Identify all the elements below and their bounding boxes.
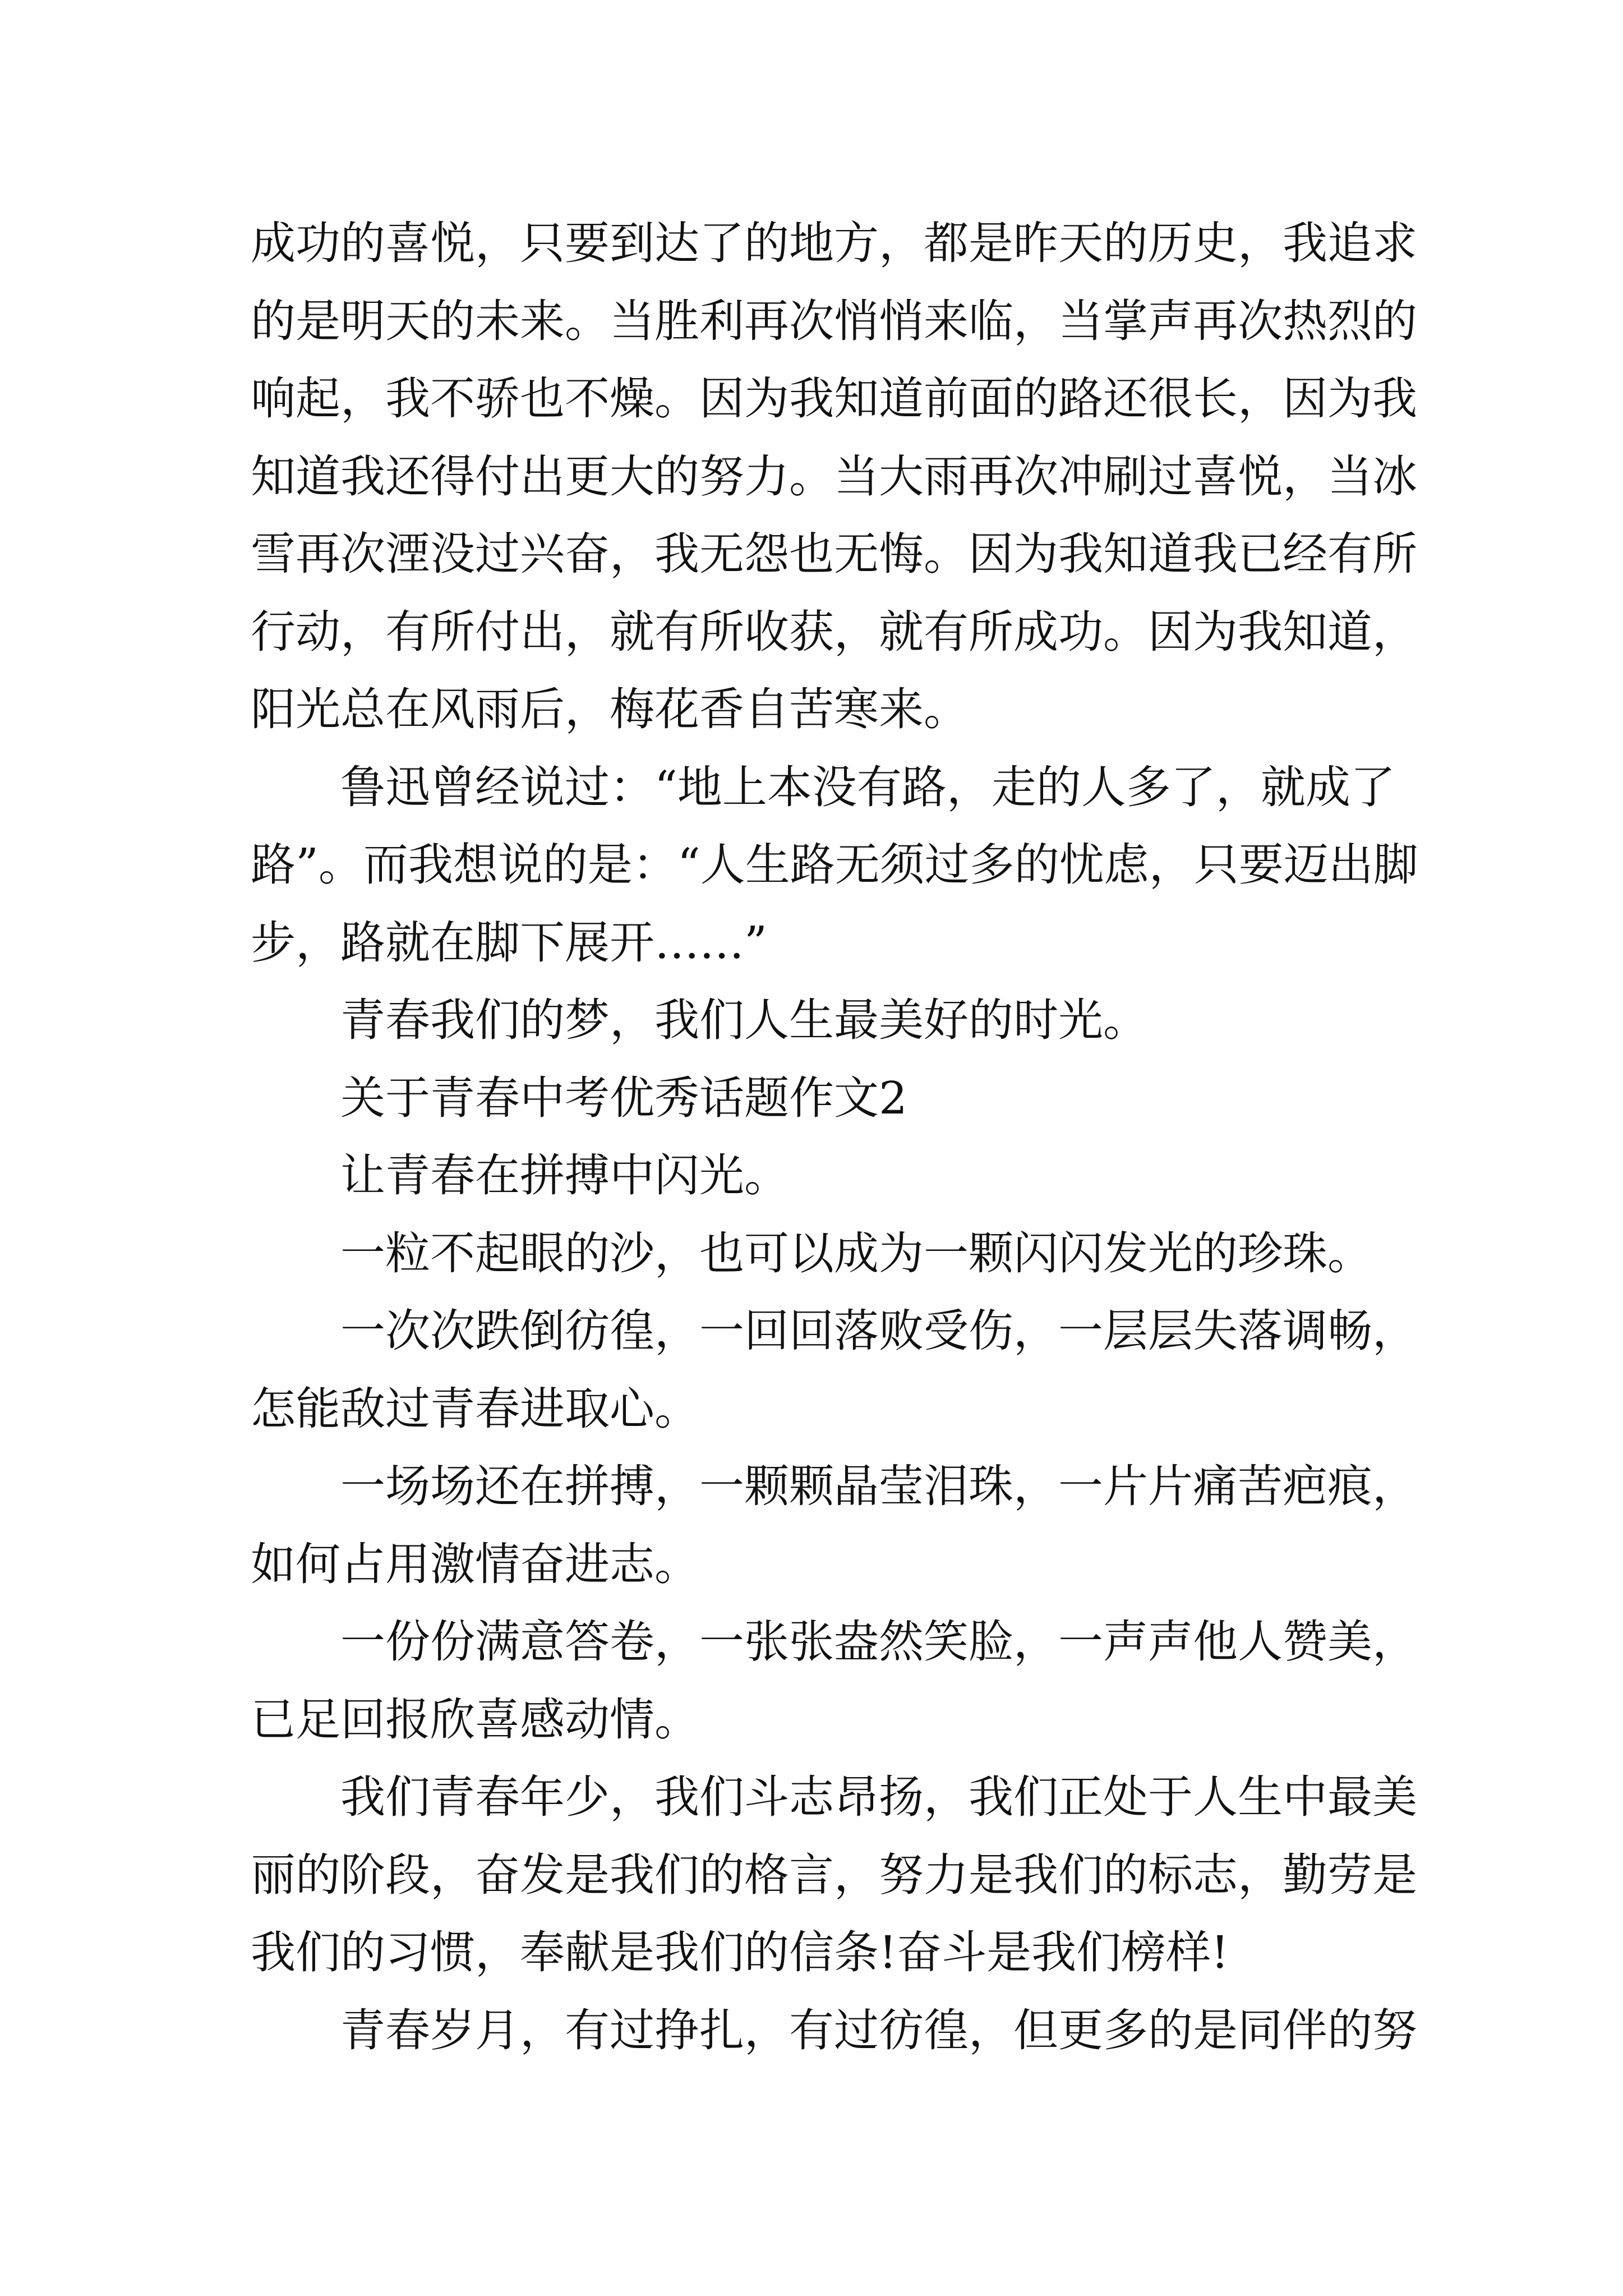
text-line: 的是明天的未来。当胜利再次悄悄来临，当掌声再次热烈的: [251, 295, 1417, 347]
paragraph: [251, 1448, 1428, 1603]
text-line: 关于青春中考优秀话题作文2: [340, 1071, 907, 1124]
paragraph: [251, 982, 1428, 1060]
text-line: 如何占用激情奋进志。: [251, 1538, 699, 1590]
text-line: 怎能敌过青春进取心。: [251, 1382, 699, 1435]
text-line: 一场场还在拼搏，一颗颗晶莹泪珠，一片片痛苦疤痕，: [340, 1460, 1417, 1512]
text-line: 鲁迅曾经说过：“地上本没有路，走的人多了，就成了: [340, 761, 1395, 813]
text-line: 行动，有所付出，就有所收获，就有所成功。因为我知道，: [251, 605, 1417, 658]
paragraph: [251, 1759, 1428, 1992]
essay-title: [251, 1137, 1428, 1215]
text-line: 步，路就在脚下展开……”: [251, 916, 767, 969]
text-line: 青春我们的梦，我们人生最美好的时光。: [340, 994, 1148, 1046]
text-line: 阳光总在风雨后，梅花香自苦寒来。: [251, 683, 969, 735]
text-line: 雪再次湮没过兴奋，我无怨也无悔。因为我知道我已经有所: [251, 528, 1417, 580]
paragraph: [251, 749, 1428, 982]
paragraph: [251, 1215, 1428, 1293]
text-line: 响起，我不骄也不燥。因为我知道前面的路还很长，因为我: [251, 372, 1417, 425]
text-line: 知道我还得付出更大的努力。当大雨再次冲刷过喜悦，当冰: [251, 450, 1417, 503]
text-line: 一次次跌倒彷徨，一回回落败受伤，一层层失落调畅，: [340, 1305, 1417, 1357]
text-line: 青春岁月，有过挣扎，有过彷徨，但更多的是同伴的努: [340, 2004, 1417, 2056]
text-line: 我们青春年少，我们斗志昂扬，我们正处于人生中最美: [340, 1771, 1417, 1823]
text-line: 我们的习惯，奉献是我们的信条!奋斗是我们榜样!: [251, 1926, 1229, 1978]
paragraph: [251, 205, 1428, 749]
paragraph: [251, 1292, 1428, 1448]
paragraph: [251, 1603, 1428, 1759]
text-line: 丽的阶段，奋发是我们的格言，努力是我们的标志，勤劳是: [251, 1848, 1417, 1901]
text-line: 一份份满意答卷，一张张盎然笑脸，一声声他人赞美，: [340, 1616, 1417, 1668]
text-line: 一粒不起眼的沙，也可以成为一颗闪闪发光的珍珠。: [340, 1227, 1372, 1280]
document-body: [251, 205, 1428, 2069]
section-heading: [251, 1060, 1428, 1138]
text-line: 成功的喜悦，只要到达了的地方，都是昨天的历史，我追求: [251, 217, 1417, 269]
paragraph: [251, 1992, 1428, 2070]
text-line: 路”。而我想说的是：“人生路无须过多的忧虑，只要迈出脚: [251, 839, 1418, 891]
text-line: 让青春在拼搏中闪光。: [340, 1149, 789, 1202]
text-line: 已足回报欣喜感动情。: [251, 1693, 699, 1746]
